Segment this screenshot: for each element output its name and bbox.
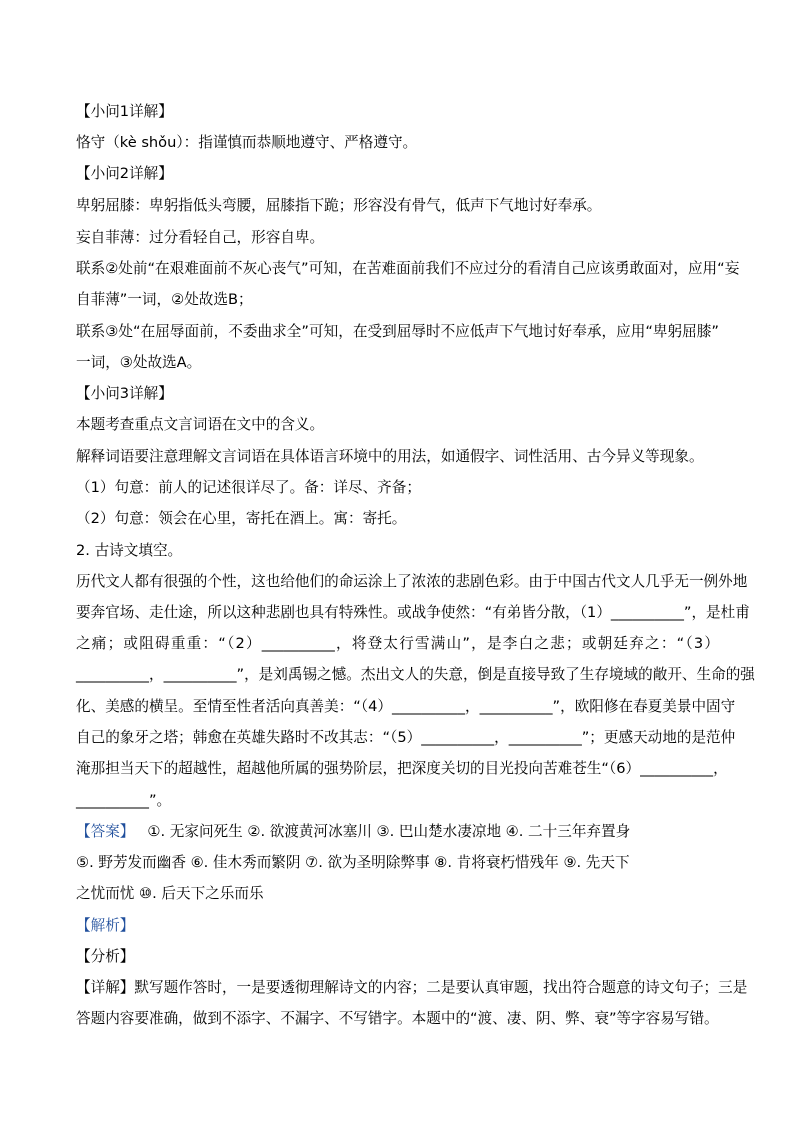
body-line: 解释词语要注意理解文言词语在具体语言环境中的用法，如通假字、词性活用、古今异义等现象。 <box>76 448 704 465</box>
detail-text: 默写题作答时，一是要透彻理解诗文的内容；二是要认真审题，找出符合题意的诗文句子；三是 <box>134 979 748 996</box>
body-line: （1）句意：前人的记述很详尽了。备：详尽、齐备； <box>76 479 421 496</box>
answer-text: ①. 无家问死生 ②. 欲渡黄河冰塞川 ③. 巴山楚水凄凉地 ④. 二十三年弃置身 <box>147 823 631 840</box>
body-line: 要奔官场、走仕途，所以这种悲剧也具有特殊性。或战争使然：“有弟皆分散，（1）__________”，是杜甫 <box>76 604 750 621</box>
body-line: 一词，③处故选A。 <box>76 354 202 371</box>
body-line: 本题考查重点文言词语在文中的含义。 <box>76 416 325 433</box>
answer-label: 【答案】 <box>76 823 135 840</box>
fenxi-label: 【分析】 <box>76 948 135 965</box>
answer-text: ⑤. 野芳发而幽香 ⑥. 佳木秀而繁阴 ⑦. 欲为圣明除弊事 ⑧. 肯将衰朽惜残年 ⑨. 先天下 <box>76 854 630 871</box>
body-line: 历代文人都有很强的个性，这也给他们的命运涂上了浓浓的悲剧色彩。由于中国古代文人几乎无一例外地 <box>76 573 748 590</box>
body-line: 卑躬屈膝：卑躬指低头弯腰，屈膝指下跪；形容没有骨气，低声下气地讨好奉承。 <box>76 197 602 214</box>
body-line: __________，__________”，是刘禹锡之憾。杰出文人的失意，倒是直接导致了生存境域的敞开、生命的强 <box>76 666 755 683</box>
answer-text: 之忧而忧 ⑩. 后天下之乐而乐 <box>76 885 264 902</box>
answer-line <box>76 822 630 842</box>
detail-label: 【详解】 <box>76 979 135 996</box>
question-2-title: 2. 古诗文填空。 <box>76 542 183 559</box>
subquestion-3-heading: 【小问3详解】 <box>76 385 173 402</box>
body-line: 化、美感的横呈。至情至性者活向真善美：“（4）__________，__________”，欧阳修在春夏美景中固守 <box>76 698 736 715</box>
body-line: 之痛；或阻碍重重：“（2）__________，将登太行雪满山”，是李白之悲；或朝廷弃之：“（3） <box>76 635 719 652</box>
detail-line <box>76 978 748 998</box>
body-line: 妄自菲薄：过分看轻自己，形容自卑。 <box>76 229 325 246</box>
body-line: __________”。 <box>76 792 172 809</box>
body-line: 恪守（kè shǒu）：指谨慎而恭顺地遵守、严格遵守。 <box>76 134 418 151</box>
subquestion-1-heading: 【小问1详解】 <box>76 103 173 120</box>
subquestion-2-heading: 【小问2详解】 <box>76 165 173 182</box>
body-line: 自菲薄”一词，②处故选B； <box>76 291 253 308</box>
body-line: 联系②处前“在艰难面前不灰心丧气”可知，在苦难面前我们不应过分的看清自己应该勇敢面对，应用“妄 <box>76 260 740 277</box>
body-line: 自己的象牙之塔；韩愈在英雄失路时不改其志：“（5）__________，__________”；更感天动地的是范仲 <box>76 729 736 746</box>
body-line: 联系③处“在屈辱面前，不委曲求全”可知，在受到屈辱时不应低声下气地讨好奉承，应用“卑躬屈膝” <box>76 323 719 340</box>
analysis-label: 【解析】 <box>76 917 135 934</box>
detail-text: 答题内容要准确，做到不添字、不漏字、不写错字。本题中的“渡、凄、阴、弊、衰”等字容易写错。 <box>76 1010 719 1027</box>
body-line: （2）句意：领会在心里，寄托在酒上。寓：寄托。 <box>76 510 407 527</box>
body-line: 淹那担当天下的超越性，超越他所属的强势阶层，把深度关切的目光投向苦难苍生“（6）__________， <box>76 760 728 777</box>
